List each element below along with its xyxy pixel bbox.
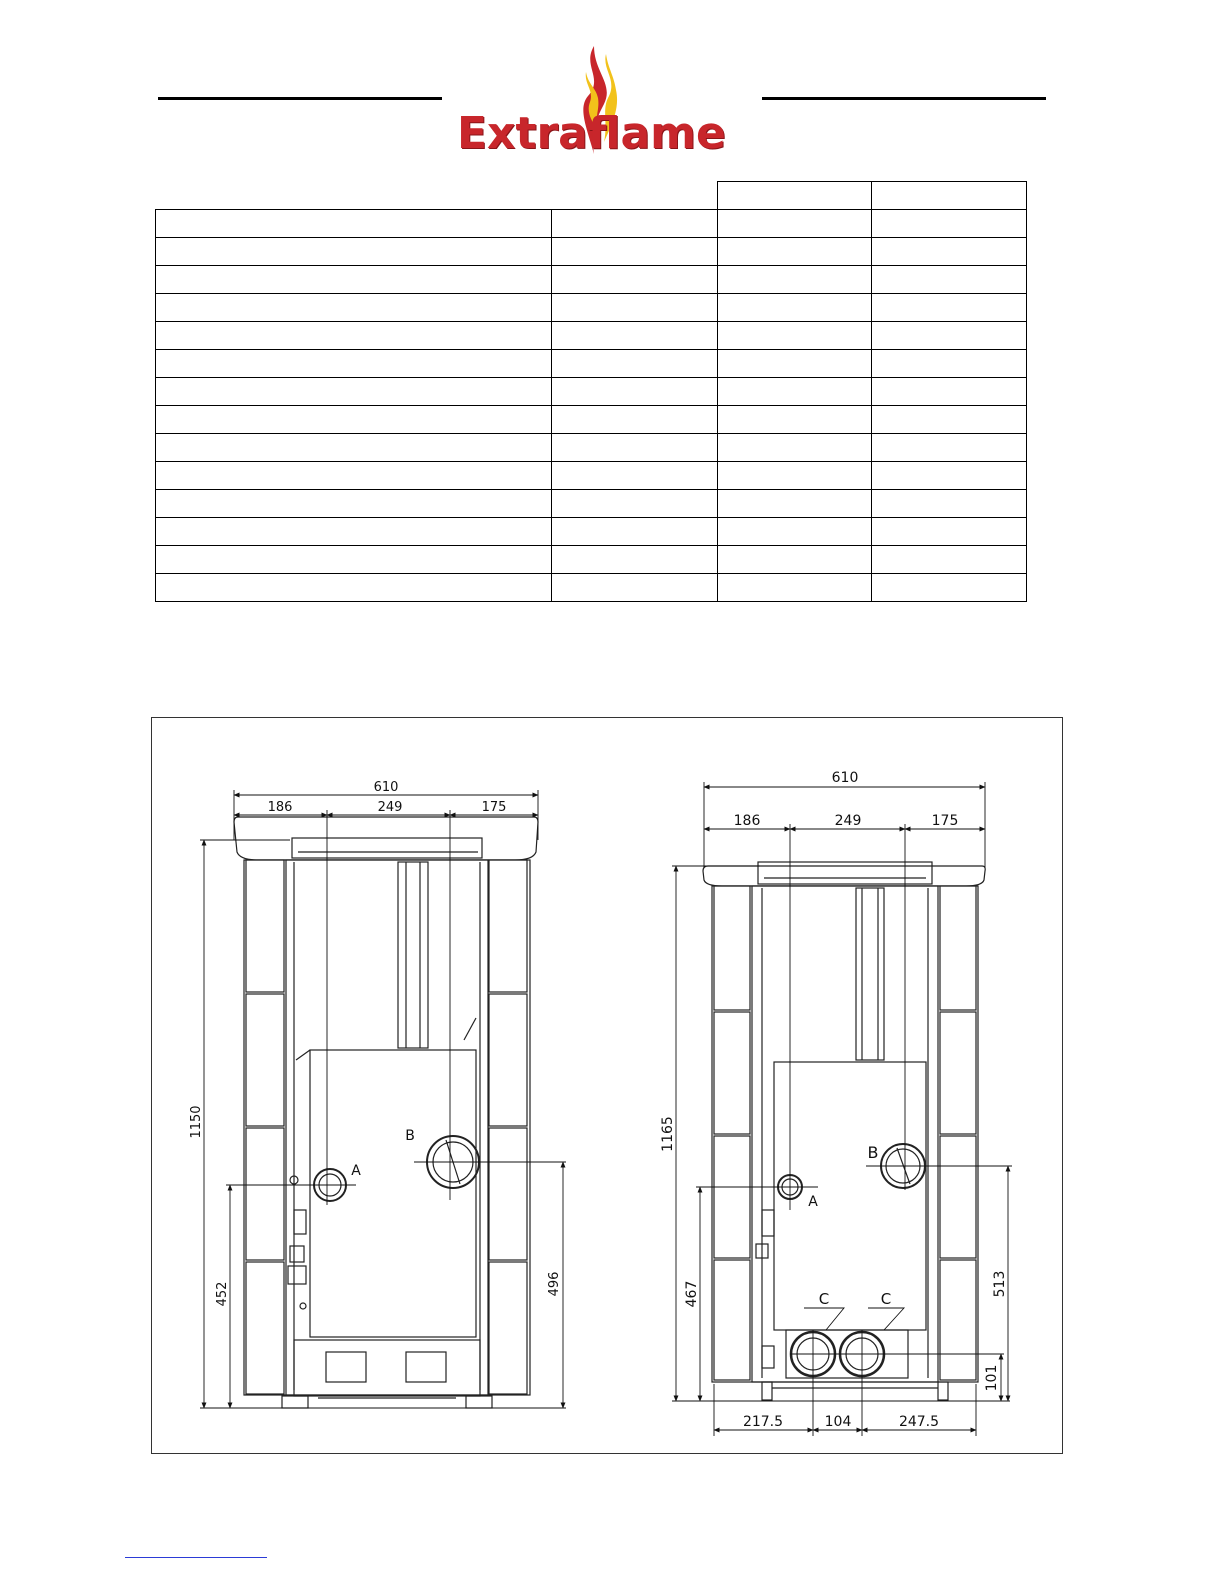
left-width-part-2: 249: [377, 800, 403, 815]
right-width-part-3: 175: [931, 813, 959, 829]
right-label-c2: C: [880, 1290, 892, 1308]
right-width-total: 610: [831, 770, 859, 786]
right-height-a: 467: [684, 1280, 700, 1308]
right-label-c1: C: [818, 1290, 830, 1308]
left-width-part-3: 175: [481, 800, 507, 815]
right-width-part-1: 186: [733, 813, 761, 829]
right-bottom-part-2: 104: [824, 1414, 852, 1430]
left-height-a: 452: [215, 1281, 230, 1307]
right-height-total: 1165: [660, 1116, 676, 1152]
left-width-total: 610: [373, 780, 399, 795]
right-label-b: B: [867, 1143, 879, 1162]
right-height-c: 101: [984, 1364, 1000, 1392]
right-bottom-part-3: 247.5: [898, 1414, 940, 1430]
right-stove-drawing: [703, 862, 985, 1400]
right-width-part-2: 249: [834, 813, 862, 829]
left-label-a: A: [351, 1163, 361, 1179]
right-bottom-part-1: 217.5: [742, 1414, 784, 1430]
left-stove-drawing: [234, 817, 538, 1408]
right-height-b: 513: [992, 1270, 1008, 1298]
right-label-a: A: [808, 1194, 818, 1210]
left-label-b: B: [405, 1128, 415, 1144]
left-width-part-1: 186: [267, 800, 293, 815]
logo-wordmark: Extraflame: [457, 108, 726, 159]
footer-link-underline: [125, 1557, 267, 1558]
left-height-total: 1150: [189, 1105, 204, 1139]
left-height-b: 496: [547, 1271, 562, 1297]
